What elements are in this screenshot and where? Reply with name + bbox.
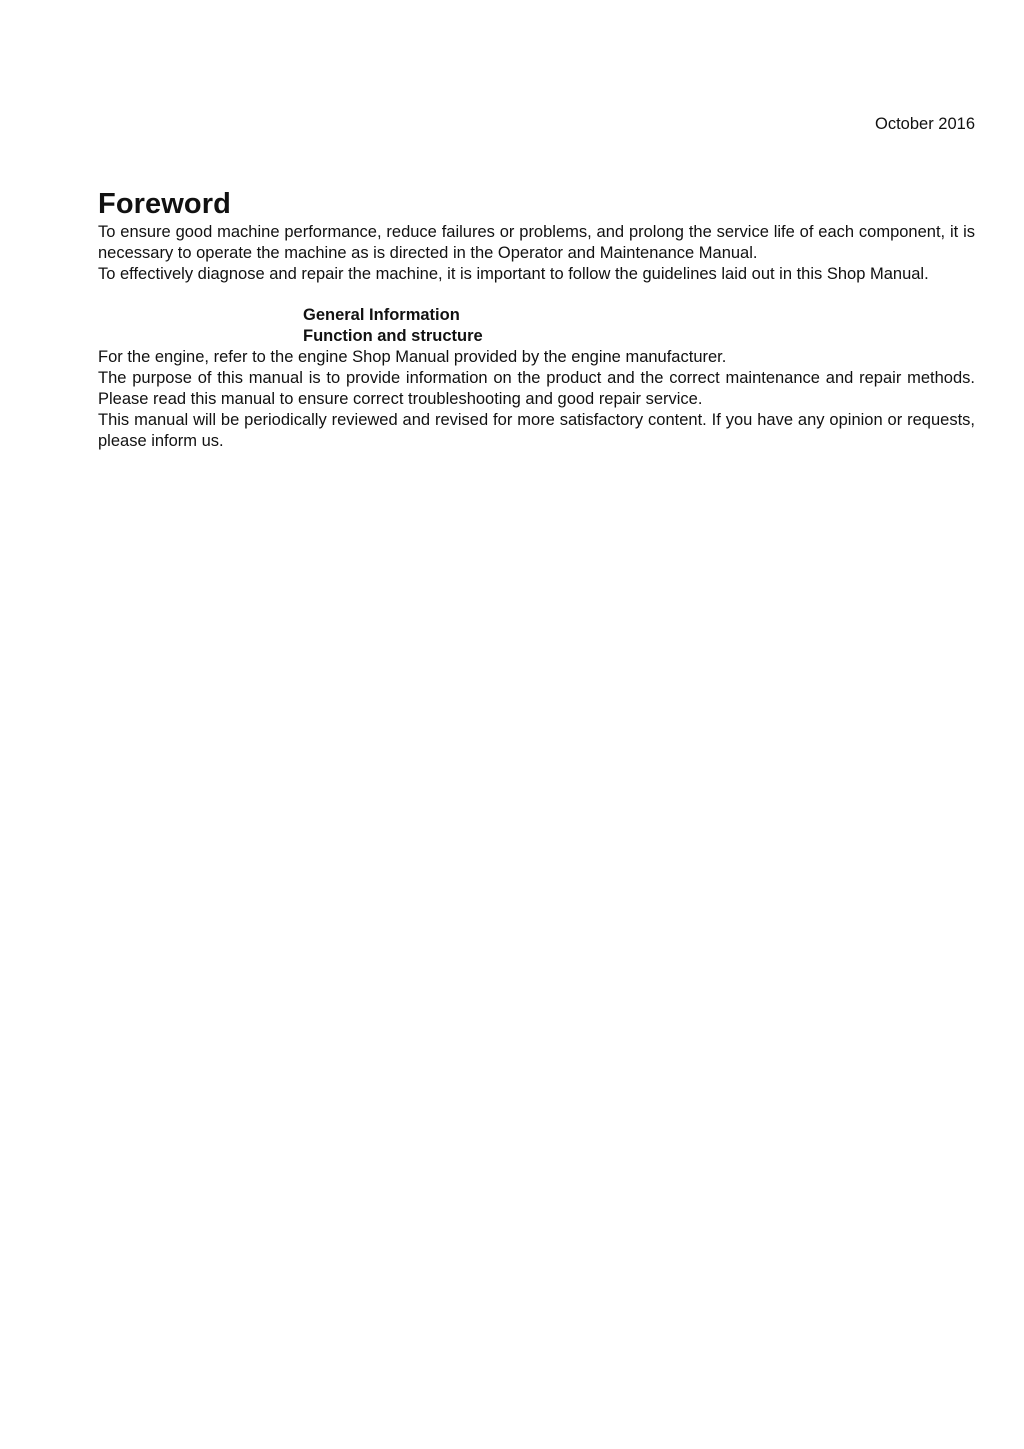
section-item-general-information: General Information — [303, 306, 460, 324]
paragraph-operation: To ensure good machine performance, reduce failures or problems, and prolong the service life of each component, it is necessary to operate the machine as is directed in the Operator and Maintenance Manual. — [98, 223, 975, 262]
page-title: Foreword — [98, 188, 231, 220]
paragraph-engine: For the engine, refer to the engine Shop Manual provided by the engine manufacturer. — [98, 348, 727, 366]
paragraph-purpose: The purpose of this manual is to provide information on the product and the correct maintenance and repair methods. Please read this manual to ensure correct troubleshooting and good repair service. — [98, 369, 975, 408]
section-list — [303, 305, 975, 347]
paragraph-revisions: This manual will be periodically reviewed and revised for more satisfactory content. If you have any opinion or requests, please inform us. — [98, 411, 975, 450]
section-item-function-structure: Function and structure — [303, 327, 483, 345]
paragraph-diagnose: To effectively diagnose and repair the machine, it is important to follow the guidelines laid out in this Shop Manual. — [98, 265, 929, 283]
document-body — [98, 186, 975, 452]
document-date: October 2016 — [875, 115, 975, 133]
